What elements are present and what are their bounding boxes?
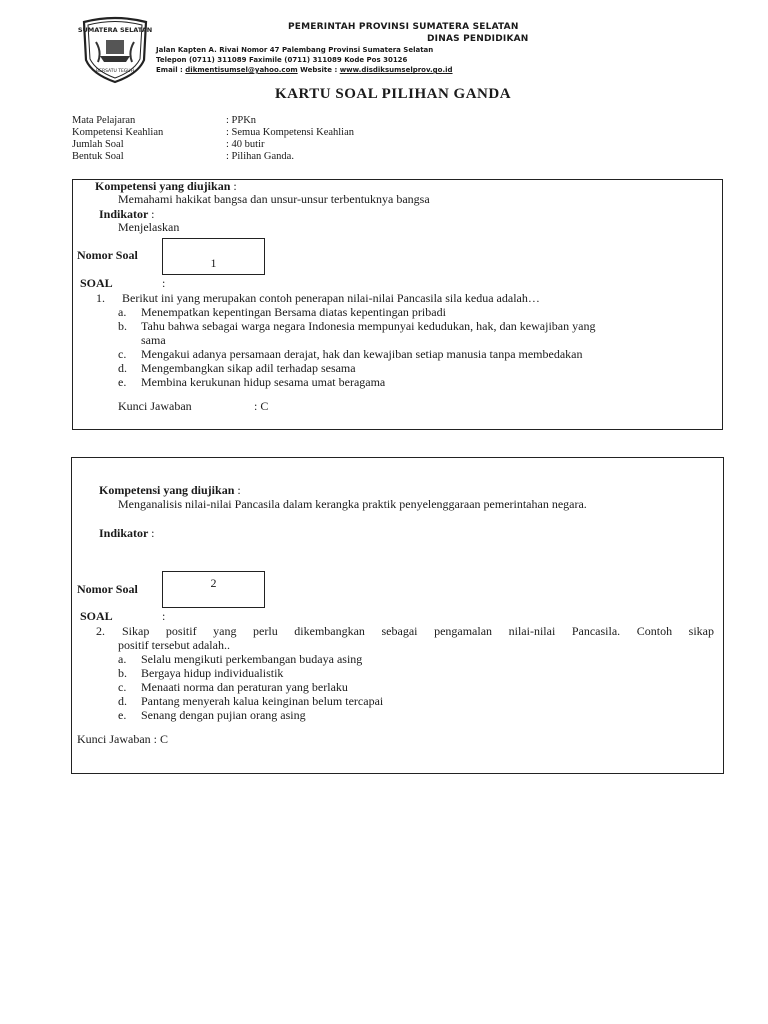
question-text-cont: positif tersebut adalah..	[118, 638, 230, 652]
soal-label: SOAL	[80, 276, 113, 290]
option-letter: c.	[118, 680, 127, 694]
option-text: Menaati norma dan peraturan yang berlaku	[141, 680, 348, 694]
nomor-soal-box: 1	[162, 238, 265, 275]
kunci-jawaban-label: Kunci Jawaban	[77, 732, 151, 746]
option-text: Mengakui adanya persamaan derajat, hak dan kewajiban setiap manusia tanpa membedakan	[141, 347, 583, 361]
question-text: Sikap positif yang perlu dikembangkan sebagai pengamalan nilai-nilai Pancasila. Contoh sikap	[122, 624, 714, 638]
kunci-jawaban-label: Kunci Jawaban	[118, 399, 192, 413]
meta-label: Mata Pelajaran	[72, 115, 136, 126]
soal-colon: :	[162, 609, 166, 623]
nomor-soal-box: 2	[162, 571, 265, 608]
option-text: Senang dengan pujian orang asing	[141, 708, 306, 722]
question-text: Berikut ini yang merupakan contoh penerapan nilai-nilai Pancasila sila kedua adalah…	[122, 291, 540, 305]
header-line1: PEMERINTAH PROVINSI SUMATERA SELATAN	[288, 22, 519, 32]
option-letter: b.	[118, 666, 127, 680]
meta-label: Bentuk Soal	[72, 151, 124, 162]
email-label: Email :	[156, 66, 183, 74]
kunci-jawaban-value: : C	[153, 732, 168, 746]
kompetensi-label: Kompetensi yang diujikan :	[99, 483, 241, 497]
option-text-cont: sama	[141, 333, 166, 347]
option-text: Tahu bahwa sebagai warga negara Indonesia mempunyai kedudukan, hak, dan kewajiban yang	[141, 319, 596, 333]
meta-value: : 40 butir	[226, 139, 265, 150]
meta-value: : Pilihan Ganda.	[226, 151, 294, 162]
meta-row	[72, 115, 135, 126]
soal-label: SOAL	[80, 609, 113, 623]
option-letter: d.	[118, 361, 127, 375]
header-contact	[156, 66, 453, 74]
question-number: 1.	[96, 291, 105, 305]
soal-colon: :	[162, 276, 166, 290]
indikator-label: Indikator :	[99, 526, 155, 540]
option-text: Membina kerukunan hidup sesama umat beragama	[141, 375, 386, 389]
nomor-soal-label: Nomor Soal	[77, 248, 138, 262]
logo-text-top: SUMATERA SELATAN	[78, 26, 152, 34]
option-text: Pantang menyerah kalua keinginan belum tercapai	[141, 694, 384, 708]
logo-text-bottom: BERSATU TEGUH	[96, 69, 134, 74]
option-letter: a.	[118, 652, 127, 666]
kompetensi-label: Kompetensi yang diujikan :	[95, 179, 237, 193]
meta-label: Kompetensi Keahlian	[72, 127, 164, 138]
kunci-jawaban-value: : C	[254, 399, 269, 413]
indikator-text: Menjelaskan	[118, 220, 180, 234]
option-text: Mengembangkan sikap adil terhadap sesama	[141, 361, 356, 375]
option-letter: c.	[118, 347, 127, 361]
indikator-label: Indikator :	[99, 207, 155, 221]
option-letter: a.	[118, 305, 127, 319]
question-number: 2.	[96, 624, 105, 638]
option-letter: b.	[118, 319, 127, 333]
option-letter: e.	[118, 375, 127, 389]
option-letter: e.	[118, 708, 127, 722]
meta-value: : PPKn	[226, 115, 257, 126]
website-label: Website :	[300, 66, 338, 74]
website-link[interactable]: www.disdiksumselprov.go.id	[339, 66, 453, 74]
option-text: Menempatkan kepentingan Bersama diatas kepentingan pribadi	[141, 305, 446, 319]
header-address: Jalan Kapten A. Rivai Nomor 47 Palembang Provinsi Sumatera Selatan	[156, 46, 434, 54]
header-line2: DINAS PENDIDIKAN	[427, 34, 529, 44]
kompetensi-text: Menganalisis nilai-nilai Pancasila dalam kerangka praktik penyelenggaraan pemerintahan negara.	[118, 497, 587, 511]
kunci-jawaban	[77, 732, 168, 747]
provincial-logo	[78, 16, 152, 84]
nomor-soal-label: Nomor Soal	[77, 582, 138, 596]
email-link[interactable]: dikmentisumsel@yahoo.com	[185, 66, 298, 74]
meta-label: Jumlah Soal	[72, 139, 124, 150]
header-phone: Telepon (0711) 311089 Faximile (0711) 311089 Kode Pos 30126	[156, 56, 408, 64]
option-text: Bergaya hidup individualistik	[141, 666, 284, 680]
option-text: Selalu mengikuti perkembangan budaya asing	[141, 652, 363, 666]
page-title: KARTU SOAL PILIHAN GANDA	[274, 86, 512, 102]
option-letter: d.	[118, 694, 127, 708]
kompetensi-text: Memahami hakikat bangsa dan unsur-unsur terbentuknya bangsa	[118, 192, 430, 206]
meta-value: : Semua Kompetensi Keahlian	[226, 127, 355, 138]
